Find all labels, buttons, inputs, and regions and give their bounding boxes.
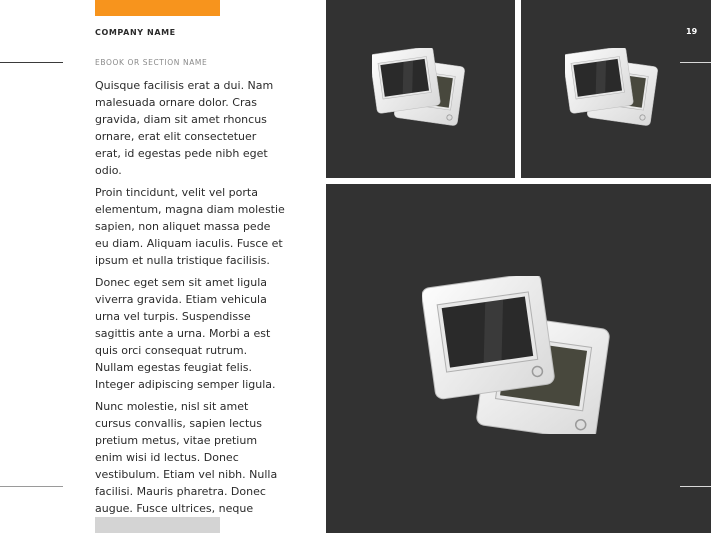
section-name: EBOOK OR SECTION NAME — [95, 58, 208, 67]
right-margin-rule — [680, 62, 711, 63]
photo-slides-icon — [372, 48, 472, 132]
paragraph: Proin tincidunt, velit vel porta elementum, magna diam molestie sapien, non aliquet massa pede eu diam. Aliquam iaculis. Fusce et ipsum et nulla tristique facilisis. — [95, 186, 285, 267]
page-number: 19 — [686, 27, 698, 36]
paragraph: Quisque facilisis erat a dui. Nam malesuada ornare dolor. Cras gravida, diam sit amet rhoncus ornare, erat elit consectetuer erat, id egestas pede nibh eget odio. — [95, 79, 274, 177]
paragraph: Nunc molestie, nisl sit amet cursus convallis, sapien lectus pretium metus, vitae pretium enim wisi id lectus. Donec vestibulum. Etiam vel nibh. Nulla facilisi. Mauris pharetra. Donec augue. Fusce ultrices, neque — [95, 400, 278, 515]
photo-slides-icon — [565, 48, 665, 132]
right-margin-rule-bottom — [680, 486, 711, 487]
image-panel-bottom — [326, 184, 711, 533]
accent-bar — [95, 0, 220, 16]
image-panel-top-left — [326, 0, 515, 178]
image-panel-top-right — [521, 0, 711, 178]
paragraph: Donec eget sem sit amet ligula viverra gravida. Etiam vehicula urna vel turpis. Suspendisse sagittis ante a urna. Morbi a est quis orci consequat rutrum. Nullam egestas feugiat felis. Integer adipiscing semper ligula. — [95, 276, 276, 391]
photo-slides-icon — [422, 276, 610, 434]
left-margin-rule — [0, 62, 63, 63]
body-text — [95, 77, 285, 522]
left-margin-rule-bottom — [0, 486, 63, 487]
footer-bar — [95, 517, 220, 533]
company-name: COMPANY NAME — [95, 28, 176, 37]
